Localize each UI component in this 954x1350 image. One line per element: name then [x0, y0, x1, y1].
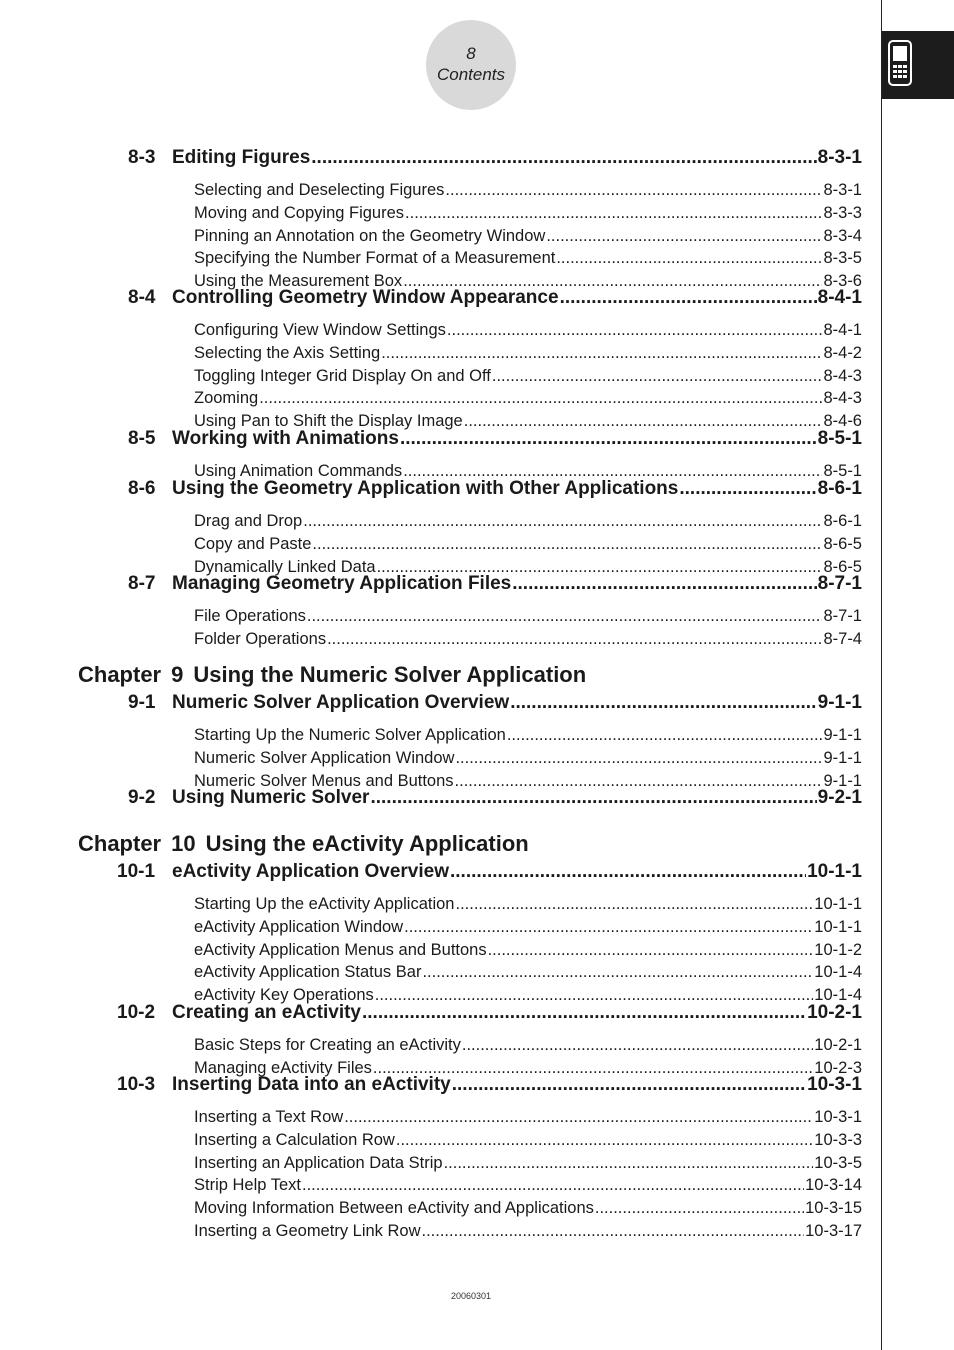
subentry-title: Toggling Integer Grid Display On and Off	[194, 366, 491, 385]
toc-section-entry[interactable]	[128, 287, 862, 310]
subentry-page: 8-3-1	[823, 181, 862, 199]
subentry-title: Folder Operations	[194, 629, 327, 648]
section-title-text: Editing Figures	[172, 147, 311, 168]
dot-leader	[452, 1074, 806, 1096]
subentry-title: Dynamically Linked Data	[194, 557, 376, 576]
section-title-text: Creating an eActivity	[172, 1002, 361, 1023]
toc-subentry[interactable]	[194, 630, 862, 651]
section-number: 10-1	[117, 861, 156, 882]
subentry-page: 10-1-1	[814, 917, 862, 936]
section-title	[117, 1002, 361, 1024]
subentry-title: Using the Measurement Box	[194, 272, 403, 291]
subentry-title: Drag and Drop	[194, 512, 303, 530]
dot-leader	[455, 895, 813, 914]
subentry-title: Using Pan to Shift the Display Image	[194, 412, 463, 431]
toc-section-entry[interactable]	[117, 1074, 862, 1097]
subentry-page: 9-1-1	[823, 748, 862, 767]
section-page: 9-1-1	[817, 692, 862, 713]
subentry-title: Inserting a Geometry Link Row	[194, 1222, 421, 1240]
dot-leader	[327, 630, 822, 649]
subentry-page: 9-1-1	[823, 726, 862, 744]
subentry-page: 8-3-4	[823, 226, 862, 245]
section-title	[128, 692, 509, 714]
subentry-page: 8-6-5	[823, 557, 862, 576]
toc-section-entry[interactable]	[128, 428, 862, 451]
dot-leader	[445, 181, 822, 200]
subentry-title: Basic Steps for Creating an eActivity	[194, 1036, 461, 1054]
dot-leader	[311, 147, 816, 169]
subentry-title: Selecting the Axis Setting	[194, 343, 381, 362]
toc-subentry[interactable]	[194, 918, 862, 939]
dot-leader	[560, 287, 817, 309]
dot-leader	[679, 478, 816, 500]
subentry-title: Numeric Solver Application Window	[194, 748, 455, 767]
section-page: 8-4-1	[817, 287, 862, 308]
toc-subentry[interactable]	[194, 249, 862, 270]
subentry-title: eActivity Key Operations	[194, 986, 374, 1005]
dot-leader	[450, 861, 806, 883]
subentry-page: 10-3-5	[814, 1153, 862, 1172]
dot-leader	[405, 204, 822, 223]
toc-subentry[interactable]	[194, 1222, 862, 1243]
subentry-title: Zooming	[194, 389, 259, 408]
subentry-title: Pinning an Annotation on the Geometry Window	[194, 226, 546, 245]
subentry-title: Moving and Copying Figures	[194, 203, 405, 222]
section-title	[128, 573, 511, 595]
section-title-text: Inserting Data into an eActivity	[172, 1074, 451, 1095]
chapter-title: Using the Numeric Solver Application	[193, 662, 587, 687]
section-title	[128, 147, 310, 169]
toc-section-entry[interactable]	[117, 861, 862, 884]
subentry-page: 8-4-3	[823, 389, 862, 408]
dot-leader	[381, 344, 822, 363]
section-title-text: Using the Geometry Application with Other Applications	[172, 478, 679, 499]
toc-subentry[interactable]	[194, 1154, 862, 1175]
subentry-title: Specifying the Number Format of a Measurement	[194, 249, 556, 268]
toc-subentry[interactable]	[194, 607, 862, 628]
section-title	[128, 478, 678, 500]
toc-subentry[interactable]	[194, 963, 862, 984]
toc-subentry[interactable]	[194, 512, 862, 533]
section-page: 10-2-1	[807, 1002, 862, 1023]
toc-subentry[interactable]	[194, 344, 862, 365]
subentry-page: 8-6-5	[823, 534, 862, 553]
chapter-heading	[78, 662, 596, 688]
dot-leader	[370, 787, 816, 809]
subentry-title: eActivity Application Window	[194, 917, 404, 936]
section-page: 8-3-1	[817, 147, 862, 168]
toc-subentry[interactable]	[194, 1108, 862, 1129]
toc-section-entry[interactable]	[128, 787, 862, 810]
dot-leader	[422, 1222, 805, 1241]
dot-leader	[307, 607, 823, 626]
toc-subentry[interactable]	[194, 1176, 862, 1197]
toc-subentry[interactable]	[194, 895, 862, 916]
dot-leader	[302, 1176, 804, 1195]
chapter-title: Using the eActivity Application	[205, 831, 529, 856]
toc-subentry[interactable]	[194, 749, 862, 770]
section-page: 8-5-1	[817, 428, 862, 449]
subentry-title: eActivity Application Status Bar	[194, 963, 422, 982]
subentry-title: Numeric Solver Menus and Buttons	[194, 771, 454, 790]
subentry-page: 10-1-4	[814, 963, 862, 982]
toc-subentry[interactable]	[194, 726, 862, 747]
subentry-page: 8-5-1	[823, 462, 862, 480]
dot-leader	[595, 1199, 804, 1218]
toc-subentry[interactable]	[194, 367, 862, 388]
subentry-page: 10-3-3	[814, 1130, 862, 1149]
calculator-icon	[887, 40, 913, 86]
subentry-page: 10-3-17	[805, 1222, 862, 1240]
page-label: Contents	[436, 65, 506, 84]
subentry-page: 10-2-3	[814, 1058, 862, 1077]
dot-leader	[455, 749, 822, 768]
subentry-page: 9-1-1	[823, 771, 862, 790]
section-page: 9-2-1	[817, 787, 862, 808]
section-title	[128, 787, 369, 809]
section-title-text: Managing Geometry Application Files	[172, 573, 512, 594]
dot-leader	[396, 1131, 813, 1150]
subentry-title: Moving Information Between eActivity and Applications	[194, 1199, 594, 1218]
dot-leader	[462, 1036, 813, 1055]
subentry-title: Inserting a Text Row	[194, 1108, 344, 1126]
subentry-title: Strip Help Text	[194, 1176, 301, 1195]
toc-subentry[interactable]	[194, 181, 862, 202]
dot-leader	[488, 941, 814, 960]
section-page: 8-6-1	[817, 478, 862, 499]
dot-leader	[447, 321, 823, 340]
section-number: 10-2	[117, 1002, 156, 1023]
section-title	[128, 287, 559, 309]
toc-subentry[interactable]	[194, 535, 862, 556]
subentry-title: Inserting an Application Data Strip	[194, 1153, 443, 1172]
section-number: 8-4	[128, 287, 156, 308]
page-badge	[426, 20, 516, 110]
page-right-rule	[881, 0, 882, 1350]
subentry-page: 8-4-2	[823, 343, 862, 362]
dot-leader	[400, 428, 817, 450]
section-number: 9-1	[128, 692, 156, 713]
dot-leader	[312, 535, 822, 554]
subentry-page: 8-4-6	[823, 412, 862, 431]
section-title-text: Controlling Geometry Window Appearance	[172, 287, 559, 308]
subentry-title: Managing eActivity Files	[194, 1058, 372, 1077]
subentry-title: Starting Up the eActivity Application	[194, 895, 455, 913]
toc-subentry[interactable]	[194, 204, 862, 225]
dot-leader	[510, 692, 816, 714]
section-page: 10-3-1	[807, 1074, 862, 1095]
section-page: 10-1-1	[807, 861, 862, 882]
subentry-page: 8-6-1	[823, 512, 862, 530]
chapter-tab	[882, 31, 954, 99]
subentry-page: 10-1-4	[814, 986, 862, 1005]
chapter-label: Chapter	[78, 662, 162, 687]
toc-subentry[interactable]	[194, 1036, 862, 1057]
dot-leader	[303, 512, 822, 531]
toc-subentry[interactable]	[194, 941, 862, 962]
dot-leader	[362, 1002, 806, 1024]
subentry-title: Selecting and Deselecting Figures	[194, 181, 445, 199]
dot-leader	[444, 1154, 814, 1173]
subentry-page: 8-3-6	[823, 272, 862, 291]
toc-subentry[interactable]	[194, 1199, 862, 1220]
section-number: 8-5	[128, 428, 156, 449]
dot-leader	[556, 249, 822, 268]
toc-section-entry[interactable]	[128, 692, 862, 715]
toc-section-entry[interactable]	[117, 1002, 862, 1025]
subentry-page: 10-1-1	[814, 895, 862, 913]
section-title	[117, 1074, 451, 1096]
subentry-page: 8-4-1	[823, 321, 862, 339]
section-title-text: Using Numeric Solver	[172, 787, 370, 808]
section-number: 10-3	[117, 1074, 156, 1095]
subentry-page: 8-7-4	[823, 629, 862, 648]
subentry-title: eActivity Application Menus and Buttons	[194, 940, 487, 959]
subentry-page: 8-4-3	[823, 366, 862, 385]
dot-leader	[507, 726, 823, 745]
section-number: 8-3	[128, 147, 156, 168]
subentry-page: 8-3-3	[823, 203, 862, 222]
subentry-title: Starting Up the Numeric Solver Application	[194, 726, 506, 744]
page-number: 8	[466, 44, 476, 63]
subentry-title: File Operations	[194, 607, 306, 625]
toc-subentry[interactable]	[194, 321, 862, 342]
section-number: 8-6	[128, 478, 156, 499]
section-title	[128, 428, 399, 450]
dot-leader	[546, 227, 822, 246]
subentry-page: 10-3-14	[805, 1176, 862, 1195]
section-title-text: Numeric Solver Application Overview	[172, 692, 510, 713]
toc-subentry[interactable]	[194, 1131, 862, 1152]
subentry-page: 10-2-1	[814, 1036, 862, 1054]
toc-section-entry[interactable]	[128, 147, 862, 170]
subentry-title: Inserting a Calculation Row	[194, 1130, 395, 1149]
dot-leader	[344, 1108, 813, 1127]
section-page: 8-7-1	[817, 573, 862, 594]
subentry-page: 10-1-2	[814, 940, 862, 959]
subentry-title: Configuring View Window Settings	[194, 321, 446, 339]
section-title	[117, 861, 449, 883]
subentry-title: Using Animation Commands	[194, 462, 403, 480]
chapter-label: Chapter	[78, 831, 162, 856]
dot-leader	[259, 389, 822, 408]
subentry-page: 8-7-1	[823, 607, 862, 625]
toc-section-entry[interactable]	[128, 478, 862, 501]
section-number: 9-2	[128, 787, 156, 808]
chapter-number: 9	[171, 662, 184, 687]
toc-section-entry[interactable]	[128, 573, 862, 596]
section-title-text: Working with Animations	[172, 428, 399, 449]
subentry-page: 8-3-5	[823, 249, 862, 268]
dot-leader	[492, 367, 823, 386]
toc-subentry[interactable]	[194, 389, 862, 410]
chapter-heading	[78, 831, 539, 857]
dot-leader	[404, 918, 813, 937]
section-title-text: eActivity Application Overview	[172, 861, 449, 882]
subentry-title: Copy and Paste	[194, 534, 312, 553]
dot-leader	[512, 573, 816, 595]
toc-subentry[interactable]	[194, 227, 862, 248]
subentry-page: 10-3-15	[805, 1199, 862, 1218]
subentry-page: 10-3-1	[814, 1108, 862, 1126]
chapter-number: 10	[171, 831, 196, 856]
footer-code: 20060301	[450, 1291, 492, 1301]
dot-leader	[422, 963, 813, 982]
section-number: 8-7	[128, 573, 156, 594]
